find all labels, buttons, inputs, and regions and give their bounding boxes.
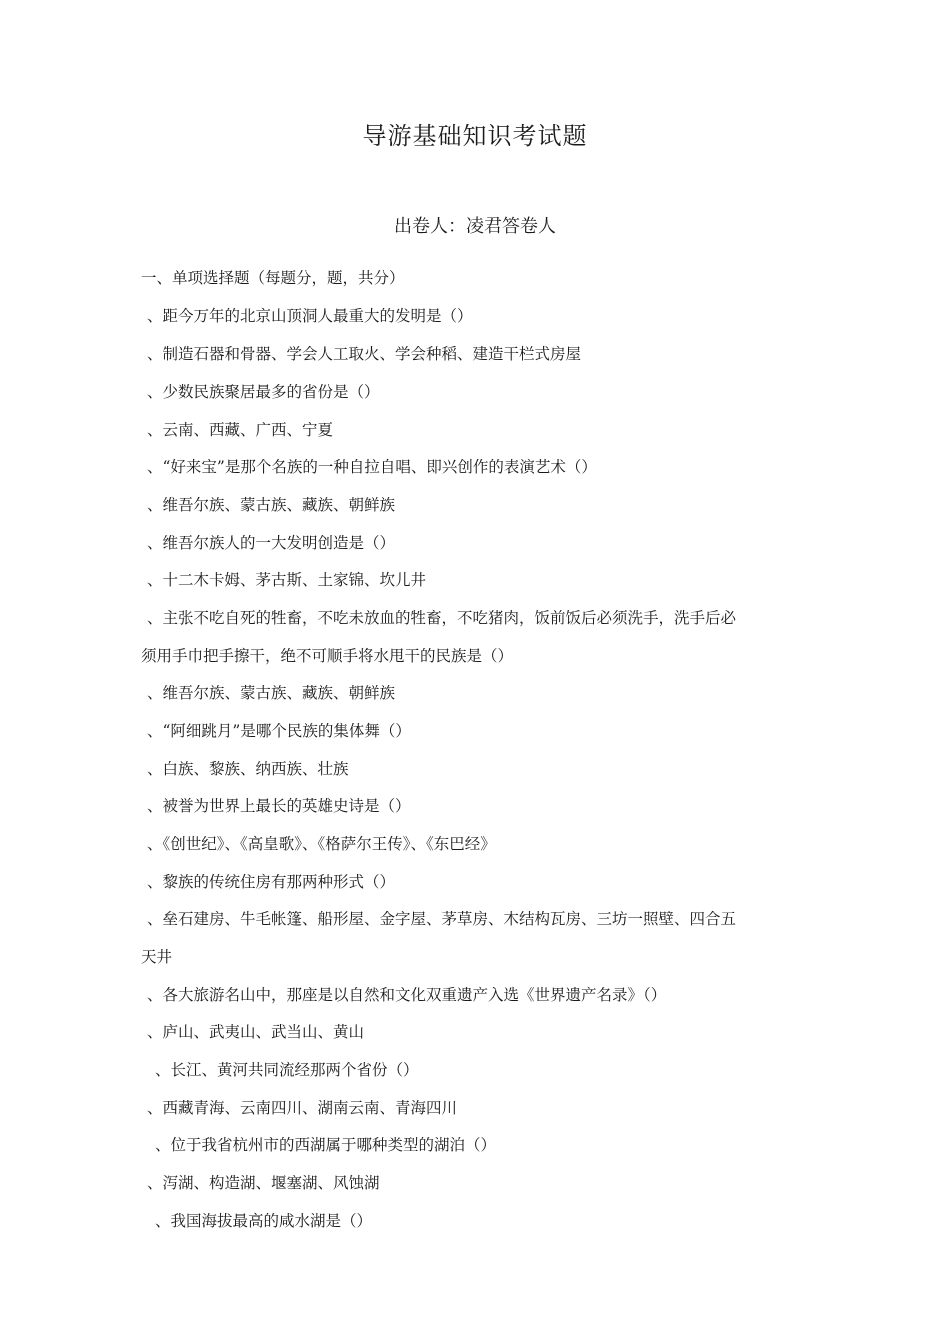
- question-line: 、距今万年的北京山顶洞人最重大的发明是（）: [147, 307, 473, 325]
- question-line: 、长江、黄河共同流经那两个省份（）: [155, 1061, 419, 1079]
- answer-line: 、《创世纪》、《高皇歌》、《格萨尔王传》、《东巴经》: [147, 835, 496, 853]
- answer-line: 、垒石建房、牛毛帐篷、船形屋、金字屋、茅草房、木结构瓦房、三坊一照壁、四合五: [147, 910, 737, 928]
- answer-line: 、云南、西藏、广西、宁夏: [147, 421, 334, 439]
- question-line: 、黎族的传统住房有那两种形式（）: [147, 873, 396, 891]
- answer-line: 、西藏青海、云南四川、湖南云南、青海四川: [147, 1099, 458, 1117]
- document-subtitle: 出卷人：凌君答卷人: [394, 216, 556, 237]
- question-line: 、位于我省杭州市的西湖属于哪种类型的湖泊（）: [155, 1136, 497, 1154]
- answer-line: 、制造石器和骨器、学会人工取火、学会种稻、建造干栏式房屋: [147, 345, 582, 363]
- section-heading: 一、单项选择题（每题分，题，共分）: [141, 269, 405, 287]
- answer-line: 、白族、黎族、纳西族、壮族: [147, 760, 349, 778]
- question-line: 、我国海拔最高的咸水湖是（）: [155, 1212, 373, 1230]
- question-line: 、被誉为世界上最长的英雄史诗是（）: [147, 797, 411, 815]
- answer-line: 、泻湖、构造湖、堰塞湖、风蚀湖: [147, 1174, 380, 1192]
- document-title: 导游基础知识考试题: [362, 122, 588, 150]
- answer-line: 、维吾尔族、蒙古族、藏族、朝鲜族: [147, 684, 396, 702]
- question-line: 、主张不吃自死的牲畜，不吃未放血的牲畜，不吃猪肉，饭前饭后必须洗手，洗手后必: [147, 609, 737, 627]
- question-line: 、少数民族聚居最多的省份是（）: [147, 383, 380, 401]
- question-line: 、维吾尔族人的一大发明创造是（）: [147, 534, 396, 552]
- question-line: 、“阿细跳月”是哪个民族的集体舞（）: [147, 722, 411, 740]
- answer-line-continued: 天井: [141, 948, 173, 966]
- question-line: 、“好来宝”是那个名族的一种自拉自唱、即兴创作的表演艺术（）: [147, 458, 597, 476]
- question-line-continued: 须用手巾把手擦干，绝不可顺手将水甩干的民族是（）: [141, 647, 514, 665]
- answer-line: 、十二木卡姆、茅古斯、土家锦、坎儿井: [147, 571, 427, 589]
- answer-line: 、庐山、武夷山、武当山、黄山: [147, 1023, 365, 1041]
- question-line: 、各大旅游名山中，那座是以自然和文化双重遗产入选《世界遗产名录》（）: [147, 986, 667, 1004]
- answer-line: 、维吾尔族、蒙古族、藏族、朝鲜族: [147, 496, 396, 514]
